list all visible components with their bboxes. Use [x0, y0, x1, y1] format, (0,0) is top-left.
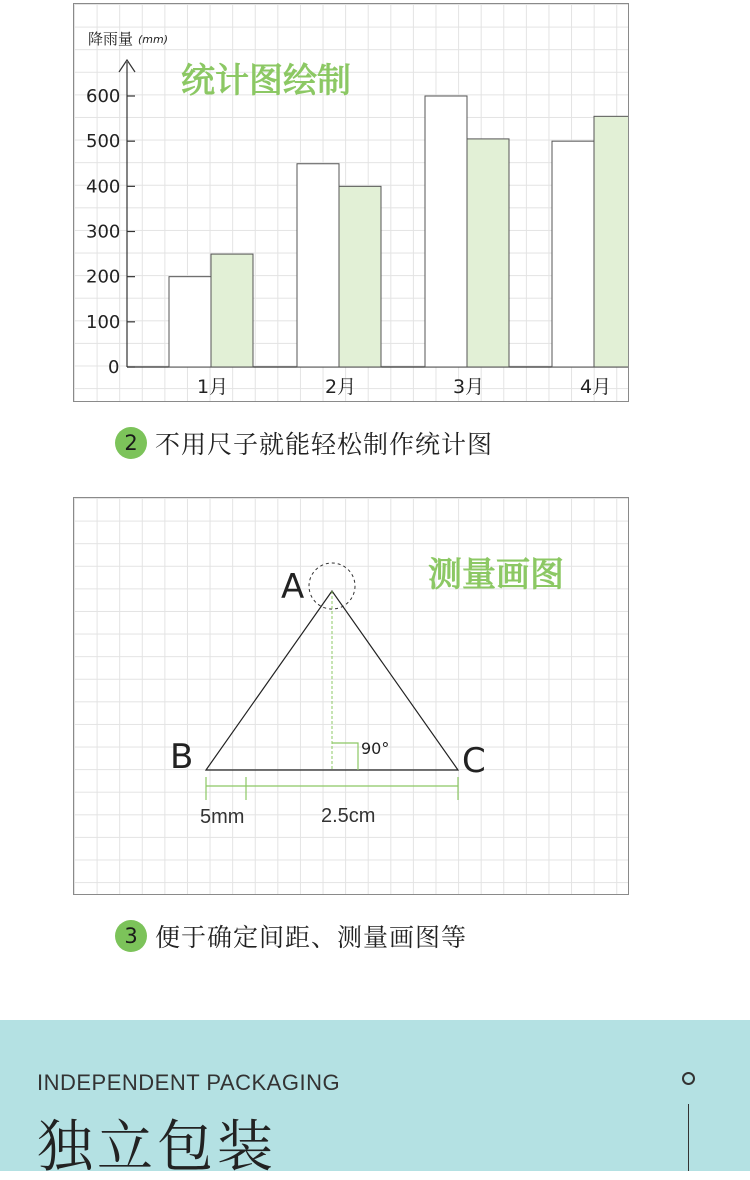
band-subtitle: INDEPENDENT PACKAGING: [37, 1070, 341, 1095]
caption-2-badge: 2: [115, 427, 147, 459]
dim-large-label: 2.5cm: [321, 805, 376, 827]
vertical-divider: [688, 1104, 689, 1171]
triangle-diagram: [74, 498, 629, 895]
vertex-b-label: B: [170, 737, 194, 777]
y-tick-label: 200: [86, 266, 121, 288]
y-tick-label: 400: [86, 176, 121, 198]
bar-outline-1: [169, 277, 211, 367]
bar-green-4: [594, 116, 629, 367]
y-tick-label: 300: [86, 221, 121, 243]
bar-outline-2: [297, 164, 339, 367]
band-title: 独立包装: [37, 1115, 277, 1180]
y-axis-unit: (mm): [138, 33, 169, 46]
x-category-label: 2月: [325, 376, 357, 398]
y-tick-label: 600: [86, 86, 121, 107]
bar-chart-panel: [73, 3, 629, 402]
vertex-a-label: A: [281, 567, 305, 607]
caption-3-badge: 3: [115, 920, 147, 952]
y-tick-label: 500: [86, 131, 121, 153]
x-category-label: 1月: [197, 376, 229, 398]
bar-green-3: [467, 139, 509, 367]
dim-small-label: 5mm: [200, 806, 245, 828]
bar-green-1: [211, 254, 253, 367]
y-tick-label: 0: [108, 357, 120, 378]
bar-outline-4: [552, 141, 594, 367]
x-category-label: 4月: [580, 376, 612, 398]
angle-label: 90°: [361, 739, 390, 758]
bar-chart: [74, 4, 629, 402]
geometry-title: 测量画图: [428, 555, 564, 595]
packaging-band: [0, 1020, 750, 1180]
y-axis-label: 降雨量: [88, 30, 134, 48]
caption-2-text: 不用尺子就能轻松制作统计图: [155, 430, 494, 459]
caption-2: [115, 425, 493, 461]
geometry-panel: [73, 497, 629, 895]
bar-outline-3: [425, 96, 467, 367]
x-category-label: 3月: [453, 376, 485, 398]
caption-3-text: 便于确定间距、测量画图等: [155, 923, 468, 952]
chart-title: 统计图绘制: [181, 61, 351, 101]
circle-dot-icon: [682, 1072, 695, 1085]
vertex-c-label: C: [462, 741, 486, 781]
bar-green-2: [339, 186, 381, 367]
right-angle-mark: [332, 743, 358, 770]
y-tick-label: 100: [86, 311, 121, 333]
caption-3: [115, 918, 467, 954]
